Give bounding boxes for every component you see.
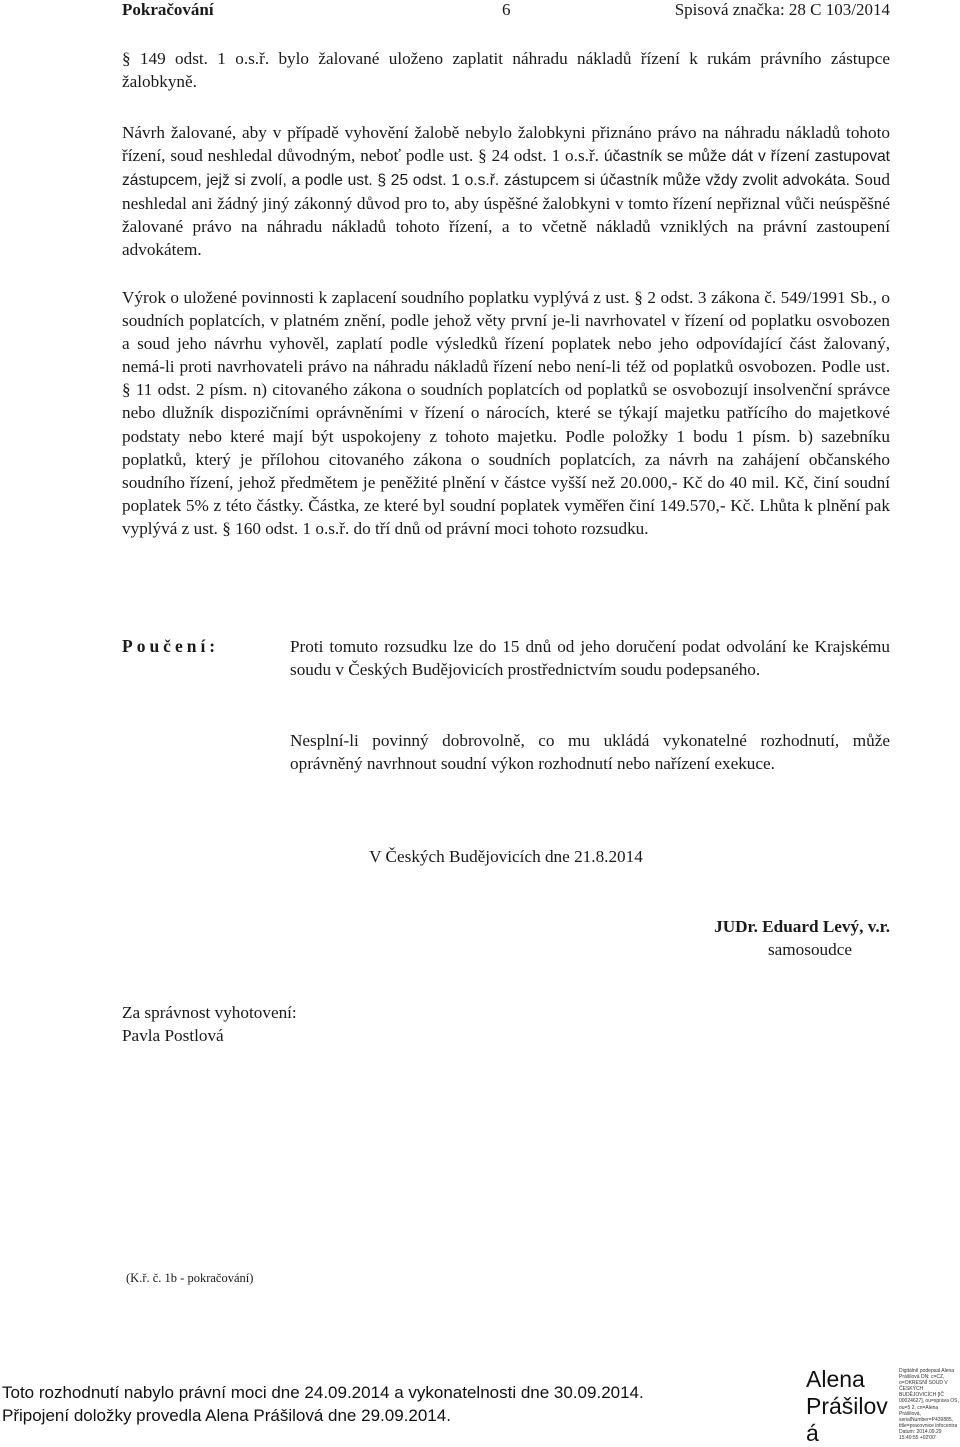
- case-number: Spisová značka: 28 C 103/2014: [674, 0, 890, 19]
- digital-signature-name: [806, 1366, 888, 1447]
- paragraph-text: § 149 odst. 1 o.s.ř. bylo žalované uloženo zaplatit náhradu nákladů řízení k rukám právního zástupce žalobkyně.: [122, 49, 890, 92]
- paragraph-text: Návrh žalované, aby v případě vyhovění žalobě nebylo žalobkyni přiznáno právo na náhradu nákladů tohoto řízení, soud neshledal důvodným, neboť podle ust. § 24 odst. 1 o.s.ř.: [122, 123, 890, 166]
- signature-name-line: á: [806, 1420, 819, 1446]
- judge-name: JUDr. Eduard Levý, v.r.: [714, 917, 890, 936]
- paragraph-costs-award: [122, 47, 890, 93]
- footer-clause: Připojení doložky provedla Alena Prášilová dne 29.09.2014.: [2, 1406, 451, 1425]
- footer-validity: Toto rozhodnutí nabylo právní moci dne 24.09.2014 a vykonatelnosti dne 30.09.2014.: [2, 1383, 644, 1402]
- signature-name-line: Prášilov: [806, 1393, 888, 1419]
- paragraph-text: Soud neshledal ani žádný jiný zákonný důvod pro to, aby úspěšné žalobkyni v tomto řízení nepřiznal vůči neúspěšné žalované právo na náhradu nákladů tohoto řízení, a to včetně nákladů vzniklých na právní zastoupení advokátem.: [122, 170, 890, 260]
- header-continuation: Pokračování: [122, 0, 214, 19]
- instruction-enforcement: Nesplní-li povinný dobrovolně, co mu ukládá vykonatelné rozhodnutí, může oprávněný navrhnout soudní výkon rozhodnutí nebo nařízení exekuce.: [290, 731, 890, 774]
- continuation-note: (K.ř. č. 1b - pokračování): [126, 1271, 254, 1285]
- paragraph-court-fee: [122, 286, 890, 540]
- certification-label: Za správnost vyhotovení:: [122, 1003, 297, 1022]
- paragraph-text: Výrok o uložené povinnosti k zaplacení soudního poplatku vyplývá z ust. § 2 odst. 3 zákona č. 549/1991 Sb., o soudních poplatcích, v platném znění, podle jehož věty první je-li navrhovatel v řízení od poplatku osvobozen a soud jeho návrhu vyhověl, zaplatí podle výsledků řízení poplatek nebo jeho odpovídající část žalovaný, nemá-li proti navrhovateli právo na náhradu nákladů řízení nebo není-li též od poplatků osvobozen. Podle ust. § 11 odst. 2 písm. n) citovaného zákona o soudních poplatcích od poplatků se osvobozují insolvenční správce nebo dlužník dispozičními oprávněními v řízení o nárocích, které se týkají majetku patřícího do majetkové podstaty nebo které mají být uspokojeny z tohoto majetku. Podle položky 1 bodu 1 písm. b) sazebníku poplatků, který je přílohou citovaného zákona o soudních poplatcích, za návrh na zahájení občanského soudního řízení, jehož předmětem je peněžité plnění v částce vyšší než 20.000,- Kč do 40 mil. Kč, činí soudní poplatek 5% z této částky. Částka, ze které byl soudní poplatek vyměřen činí 149.570,- Kč. Lhůta k plnění pak vyplývá z ust. § 160 odst. 1 o.s.ř. do tří dnů od právní moci tohoto rozsudku.: [122, 288, 890, 538]
- paragraph-representation: [122, 121, 890, 262]
- place-date: V Českých Budějovicích dne 21.8.2014: [369, 847, 643, 866]
- judge-role-text: samosoudce: [767, 940, 852, 959]
- page-header: [122, 0, 890, 24]
- judge-role: [600, 940, 890, 960]
- page-number: 6: [502, 0, 511, 19]
- instruction-appeal: Proti tomuto rozsudku lze do 15 dnů od jeho doručení podat odvolání ke Krajskému soudu v Českých Budějovicích prostřednictvím soudu podepsaného.: [290, 637, 890, 680]
- digital-signature-details: Digitálně podepsal Alena Prášilová DN: c=CZ, o=OKRESNÍ SOUD V ČESKÝCH BUDĚJOVICÍCH [IČ 00024627], ou=správa OS, ou=5 2, cn=Alena Prášilová, serialNumber=P439885, title=pracovnice infocentra Datum: 2014.09.29 15:40:55 +02'00': [899, 1368, 959, 1442]
- paragraph-text-sans: účastník se může dát v řízení zastupovat zástupcem, jejž si zvolí, a podle ust. § 25 odst. 1 o.s.ř. zástupcem si účastník může vždy zvolit advokáta.: [122, 148, 891, 190]
- signature-name-line: Alena: [806, 1366, 865, 1392]
- certification-name: Pavla Postlová: [122, 1026, 224, 1045]
- instruction-label: Poučení:: [122, 636, 220, 656]
